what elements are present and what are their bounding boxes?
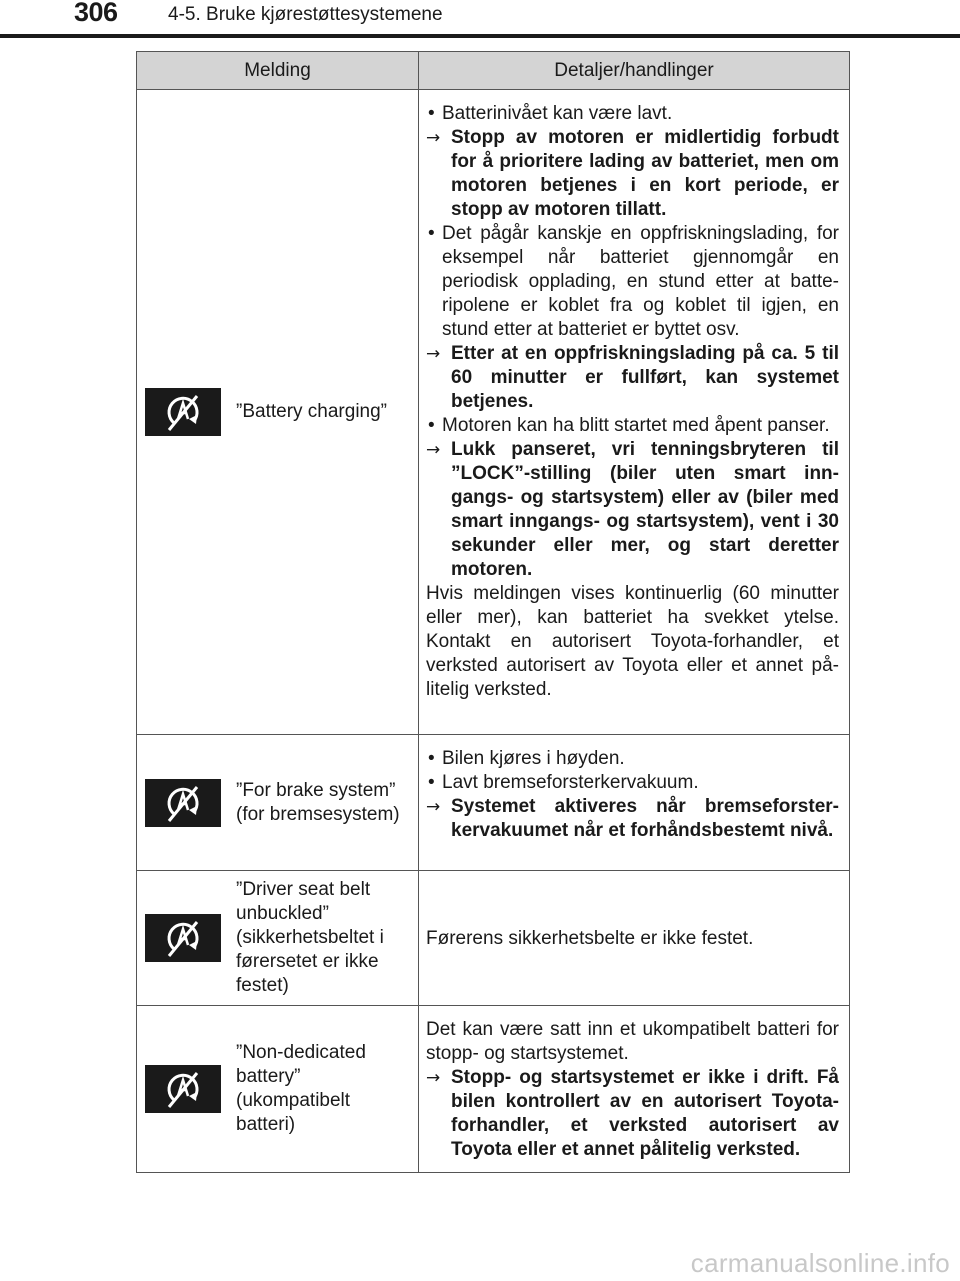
stop-start-deactivated-icon — [145, 388, 221, 436]
details-cell — [419, 735, 850, 871]
table-row — [137, 871, 850, 1006]
table-row — [137, 735, 850, 871]
stop-start-deactivated-glyph — [145, 388, 221, 436]
detail-bullet — [426, 222, 839, 342]
stop-start-deactivated-glyph — [145, 914, 221, 962]
column-header-message: Melding — [137, 52, 419, 90]
detail-bullet — [426, 771, 839, 795]
detail-bullet — [426, 102, 839, 126]
section-title: 4-5. Bruke kjørestøttesystemene — [168, 4, 443, 25]
arrow-icon: → — [426, 797, 441, 817]
detail-paragraph — [426, 1018, 839, 1066]
detail-text: Lukk panseret, vri tenningsbryteren til ”LOCK”-stilling (biler uten smart inngangs- og startsystem) eller av (biler med smart inngangs- og startsystem), vent i 30 sekunder eller mer, og start deretter motoren. — [451, 439, 839, 580]
message-text: ”Battery charging” — [236, 401, 388, 422]
detail-text: Hvis meldingen vises kontinuerlig (60 minutter eller mer), kan batteriet ha svekket ytelse. Kontakt en autorisert Toyota-forhandler, et verksted autorisert av Toyota eller et annet pålitelig verksted. — [426, 583, 839, 700]
message-cell — [137, 871, 419, 1006]
stop-start-deactivated-icon — [145, 914, 221, 962]
message-text: ”For brake system” (for bremsesystem) — [236, 779, 400, 825]
arrow-icon: → — [426, 344, 441, 364]
detail-text: Etter at en oppfriskningslading på ca. 5 til 60 minutter er fullført, kan systemet betjenes. — [451, 343, 839, 412]
arrow-icon: → — [426, 128, 441, 148]
message-cell — [137, 90, 419, 735]
detail-text: Lavt bremseforsterkervakuum. — [442, 772, 699, 793]
message-table — [136, 51, 850, 1173]
detail-text: Stopp av motoren er midlertidig forbudt for å prioritere lading av batteriet, men om motoren betjenes i en kort periode, er stopp av motoren tillatt. — [451, 127, 839, 220]
page-number: 306 — [74, 0, 118, 27]
table-header-row — [137, 52, 850, 90]
details-cell — [419, 90, 850, 735]
stop-start-deactivated-glyph — [145, 779, 221, 827]
detail-text: Bilen kjøres i høyden. — [442, 748, 625, 769]
detail-action — [426, 438, 839, 582]
arrow-icon: → — [426, 440, 441, 460]
message-text: ”Driver seat belt unbuckled” (sikkerhetsbeltet i førersetet er ikke festet) — [236, 879, 384, 996]
detail-text: Stopp- og startsystemet er ikke i drift. Få bilen kontrollert av en autorisert Toyota-forhandler, et verksted autorisert av Toyota eller et annet pålitelig verksted. — [451, 1067, 839, 1160]
header-rule — [0, 34, 960, 38]
detail-action — [426, 1066, 839, 1162]
table-row — [137, 1006, 850, 1173]
detail-action — [426, 795, 839, 843]
detail-action — [426, 342, 839, 414]
stop-start-deactivated-glyph — [145, 1065, 221, 1113]
message-cell — [137, 1006, 419, 1173]
detail-text: Førerens sikkerhetsbelte er ikke festet. — [426, 928, 754, 949]
column-header-details: Detaljer/handlinger — [419, 52, 850, 90]
stop-start-deactivated-icon — [145, 1065, 221, 1113]
detail-paragraph — [426, 927, 839, 951]
detail-text: Systemet aktiveres når bremseforsterkervakuumet når et forhåndsbestemt nivå. — [451, 796, 839, 841]
details-cell — [419, 1006, 850, 1173]
detail-text: Det kan være satt inn et ukompatibelt batteri for stopp- og startsystemet. — [426, 1019, 839, 1064]
stop-start-deactivated-icon — [145, 779, 221, 827]
detail-text: Motoren kan ha blitt startet med åpent panser. — [442, 415, 830, 436]
page-header — [0, 0, 960, 40]
detail-paragraph — [426, 582, 839, 702]
message-text: ”Non-dedicated battery” (ukompatibelt batteri) — [236, 1042, 366, 1135]
message-cell — [137, 735, 419, 871]
watermark: carmanualsonline.info — [690, 1248, 950, 1278]
table-row — [137, 90, 850, 735]
arrow-icon: → — [426, 1068, 441, 1088]
detail-action — [426, 126, 839, 222]
detail-text: Det pågår kanskje en oppfriskningslading, for eksempel når batteriet gjennomgår en periodisk opplading, en stund etter at batteripolene er koblet fra og koblet til igjen, en stund etter at batteriet er byttet osv. — [442, 223, 839, 340]
detail-bullet — [426, 747, 839, 771]
detail-bullet — [426, 414, 839, 438]
detail-text: Batterinivået kan være lavt. — [442, 103, 673, 124]
details-cell — [419, 871, 850, 1006]
